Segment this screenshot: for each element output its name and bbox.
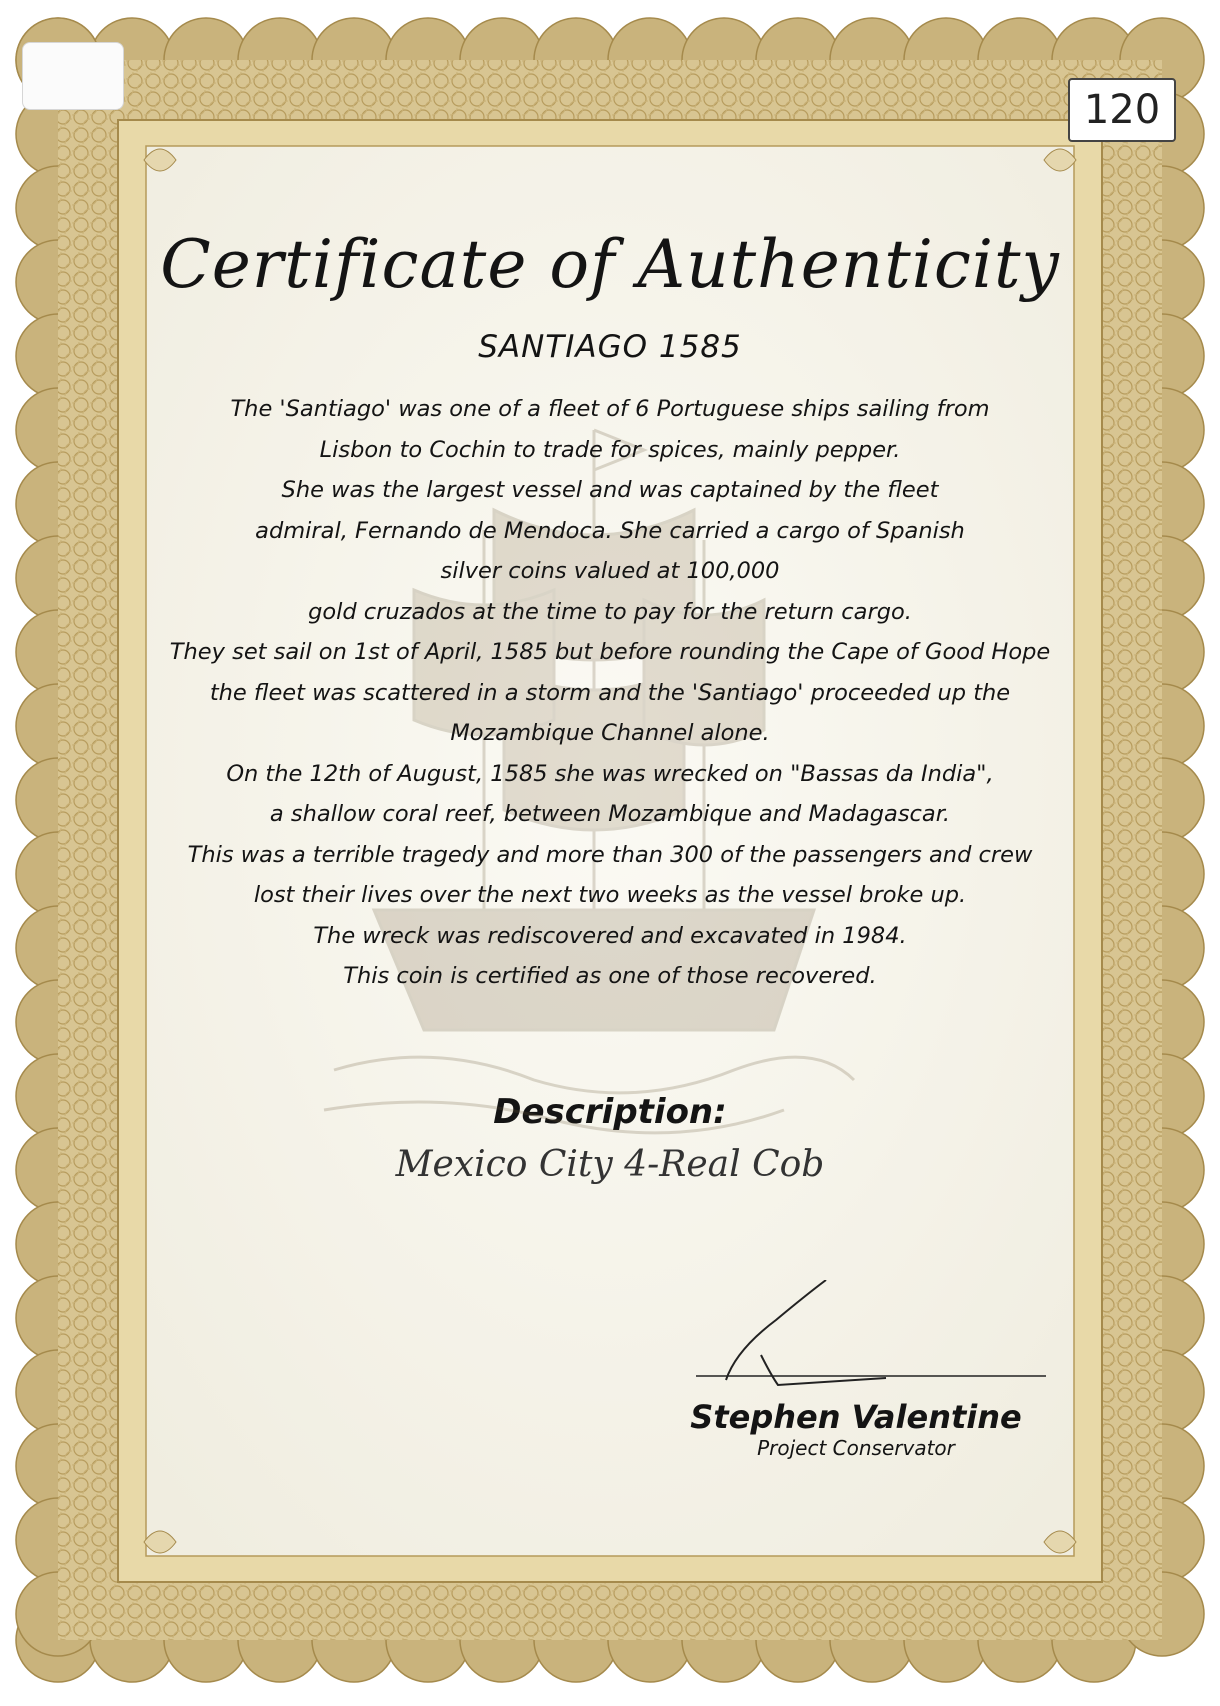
body-line: On the 12th of August, 1585 she was wrecked on "Bassas da India", — [226, 760, 994, 787]
body-line: silver coins valued at 100,000 — [440, 558, 780, 584]
body-line: This coin is certified as one of those recovered. — [343, 963, 877, 989]
certificate-title: Certificate of Authenticity — [160, 226, 1060, 303]
body-line: Mozambique Channel alone. — [450, 720, 770, 746]
body-line: Lisbon to Cochin to trade for spices, mainly pepper. — [319, 436, 901, 463]
certificate-subtitle: SANTIAGO 1585 — [478, 329, 742, 365]
signature-block — [666, 1280, 1046, 1460]
body-line: They set sail on 1st of April, 1585 but before rounding the Cape of Good Hope — [169, 639, 1051, 665]
body-line: The wreck was rediscovered and excavated in 1984. — [313, 922, 907, 949]
certificate-body — [146, 389, 1074, 997]
body-line: She was the largest vessel and was captained by the fleet — [281, 477, 939, 503]
body-line: This was a terrible tragedy and more than 300 of the passengers and crew — [187, 841, 1033, 868]
description-label: Description: — [493, 1091, 727, 1132]
certificate-content — [146, 150, 1074, 1540]
signer-title: Project Conservator — [757, 1436, 955, 1460]
price-sticker — [22, 42, 124, 110]
signature-scribble — [666, 1280, 1046, 1400]
body-line: The 'Santiago' was one of a fleet of 6 Portuguese ships sailing from — [230, 396, 990, 422]
body-line: admiral, Fernando de Mendoca. She carried a cargo of Spanish — [255, 517, 965, 544]
body-line: gold cruzados at the time to pay for the return cargo. — [308, 598, 912, 625]
description-value: Mexico City 4-Real Cob — [395, 1143, 825, 1185]
body-line: a shallow coral reef, between Mozambique and Madagascar. — [269, 801, 951, 827]
body-line: the fleet was scattered in a storm and the 'Santiago' proceeded up the — [209, 679, 1011, 706]
signer-name: Stephen Valentine — [690, 1398, 1022, 1436]
certificate-number: 120 — [1068, 78, 1176, 142]
body-line: lost their lives over the next two weeks as the vessel broke up. — [253, 882, 967, 908]
